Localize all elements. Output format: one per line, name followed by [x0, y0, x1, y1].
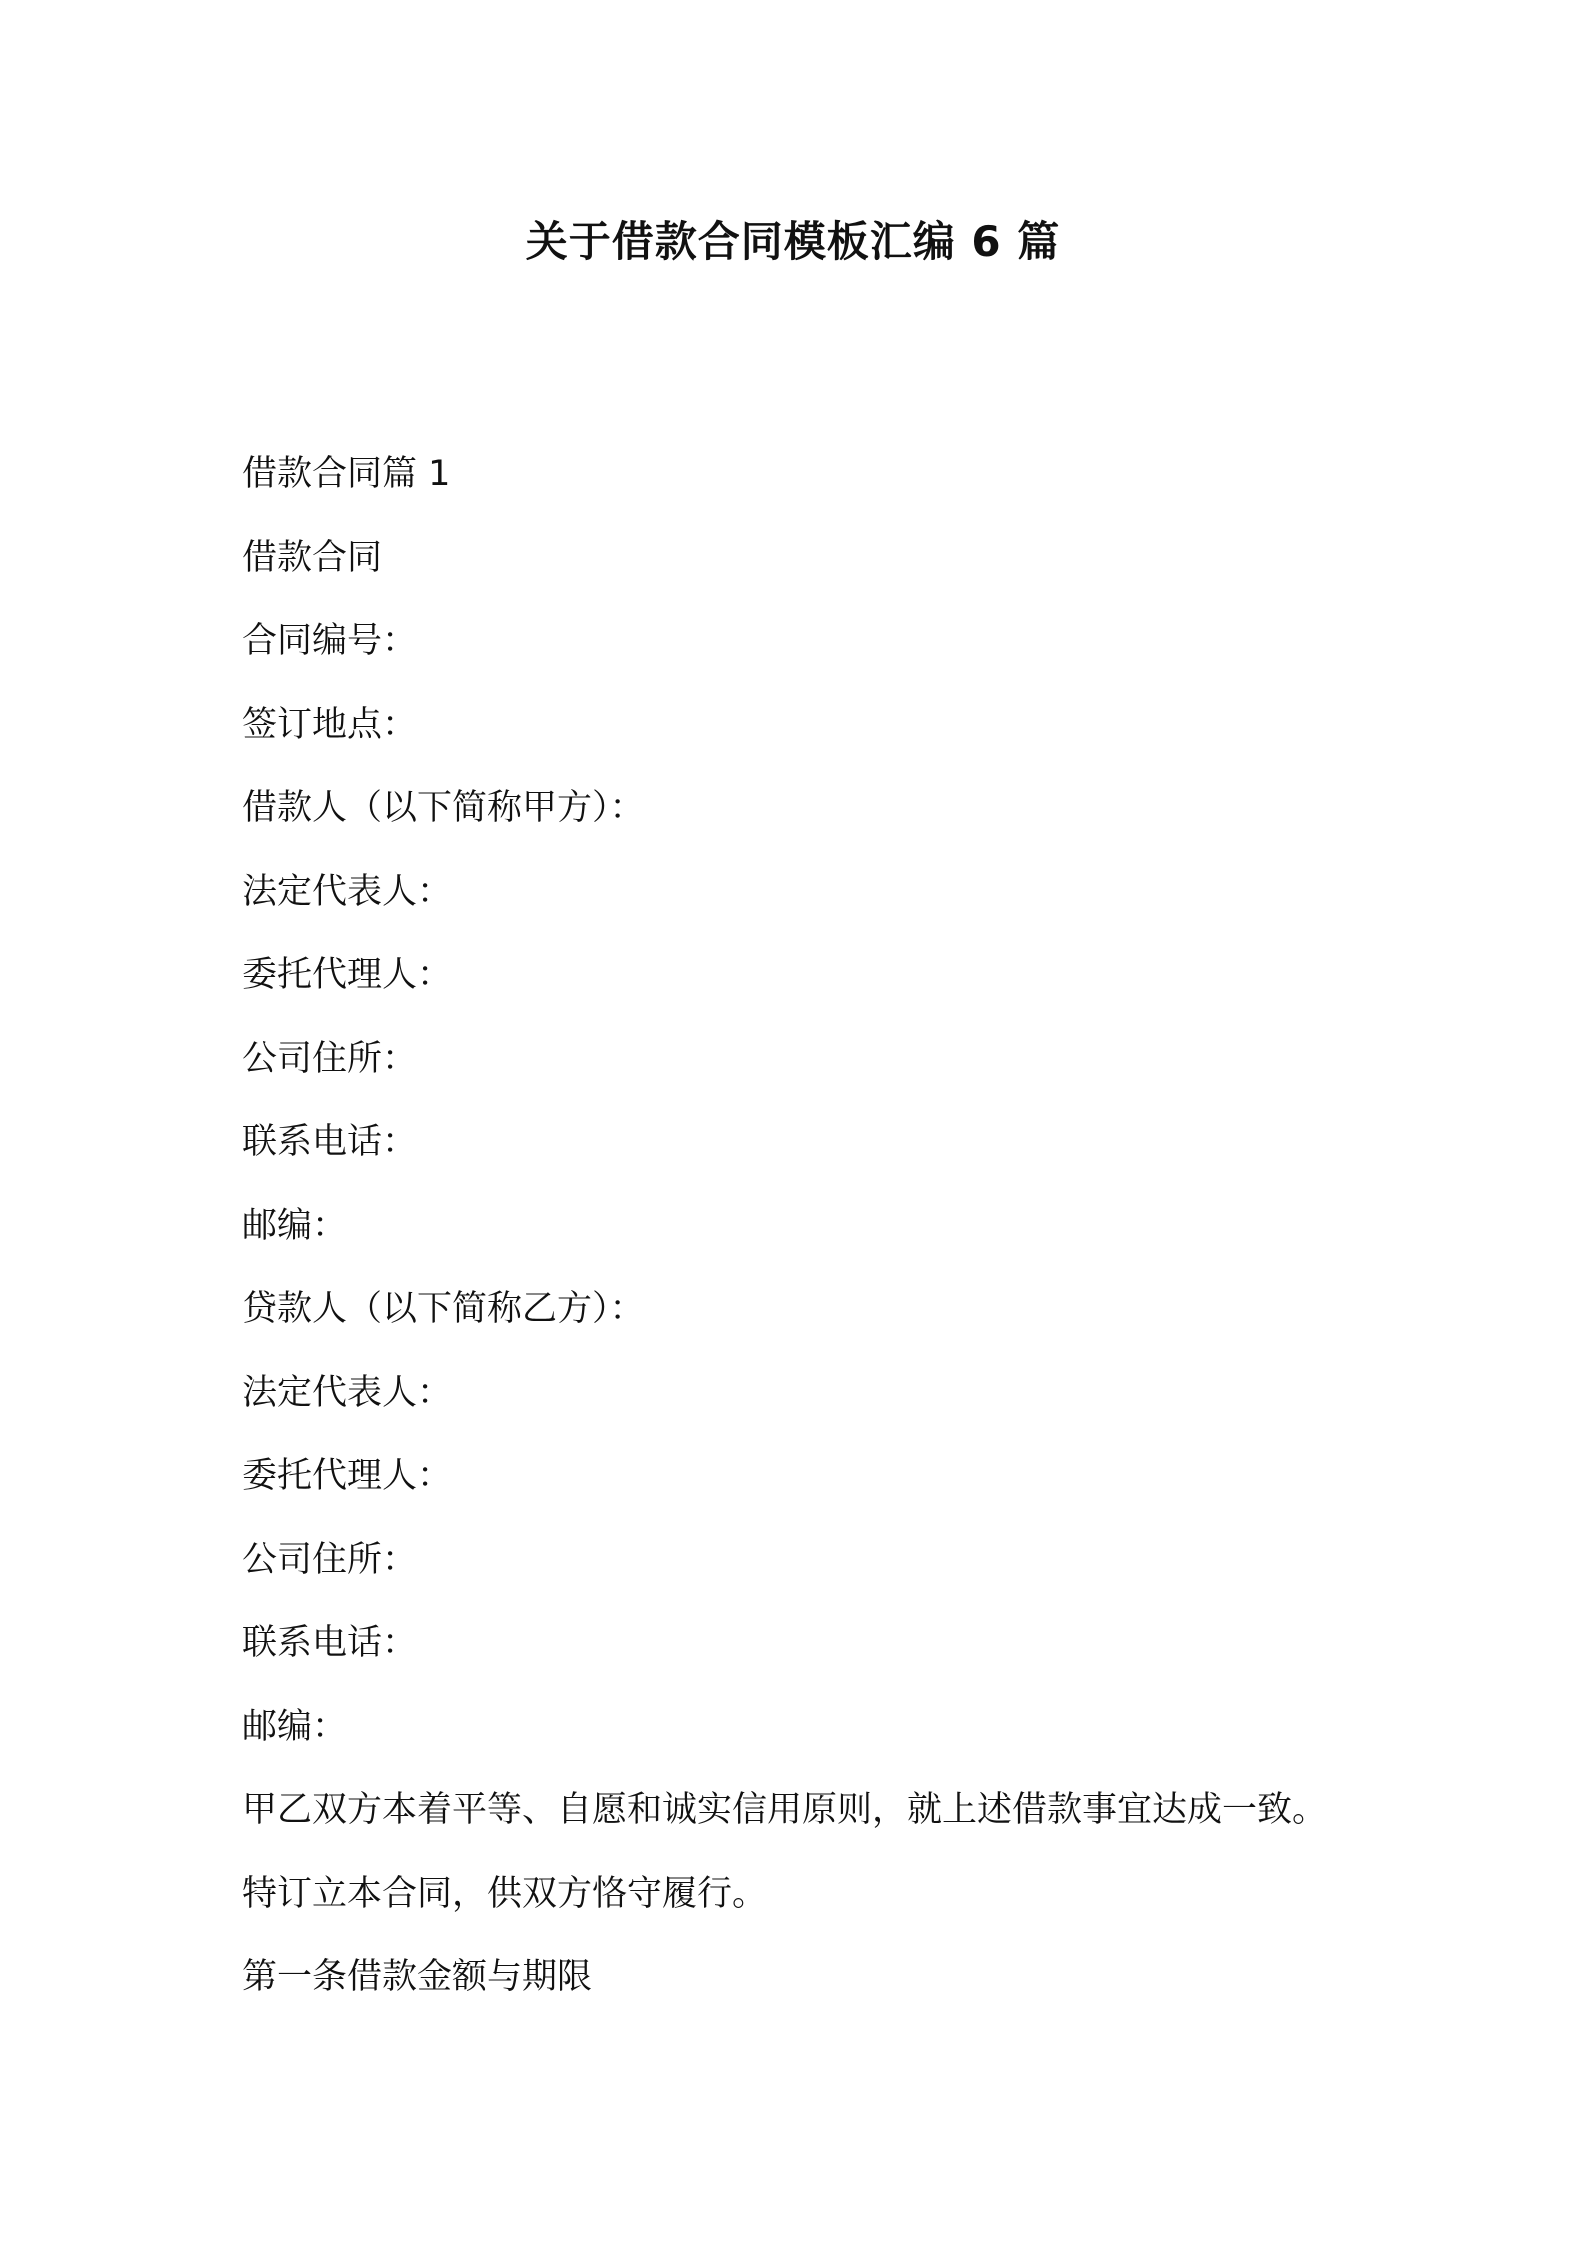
field-borrower-phone: 联系电话： [242, 1122, 418, 1162]
article-heading: 第一条借款金额与期限 [242, 1957, 593, 1997]
field-lender-postcode: 邮编： [242, 1706, 348, 1747]
field-borrower: 借款人（以下简称甲方）： [242, 788, 645, 828]
field-borrower-address: 公司住所： [242, 1038, 418, 1079]
field-lender-address: 公司住所： [242, 1539, 418, 1580]
field-lender-legal-rep: 法定代表人： [242, 1372, 453, 1413]
body-paragraph: 甲乙双方本着平等、自愿和诚实信用原则，就上述借款事宜达成一致。 [242, 1790, 1328, 1830]
document-body [242, 450, 1442, 2037]
field-lender: 贷款人（以下简称乙方）： [242, 1289, 645, 1329]
field-lender-phone: 联系电话： [242, 1623, 418, 1663]
field-signing-place: 签订地点： [242, 704, 418, 745]
field-lender-agent: 委托代理人： [242, 1456, 453, 1496]
field-borrower-agent: 委托代理人： [242, 955, 453, 995]
field-contract-number: 合同编号： [242, 621, 418, 661]
field-borrower-legal-rep: 法定代表人： [242, 871, 453, 912]
section-heading: 借款合同篇 1 [242, 454, 451, 494]
contract-name: 借款合同 [242, 537, 383, 578]
document-title: 关于借款合同模板汇编 6 篇 [525, 217, 1061, 266]
body-paragraph: 特订立本合同，供双方恪守履行。 [242, 1873, 768, 1914]
field-borrower-postcode: 邮编： [242, 1205, 348, 1246]
